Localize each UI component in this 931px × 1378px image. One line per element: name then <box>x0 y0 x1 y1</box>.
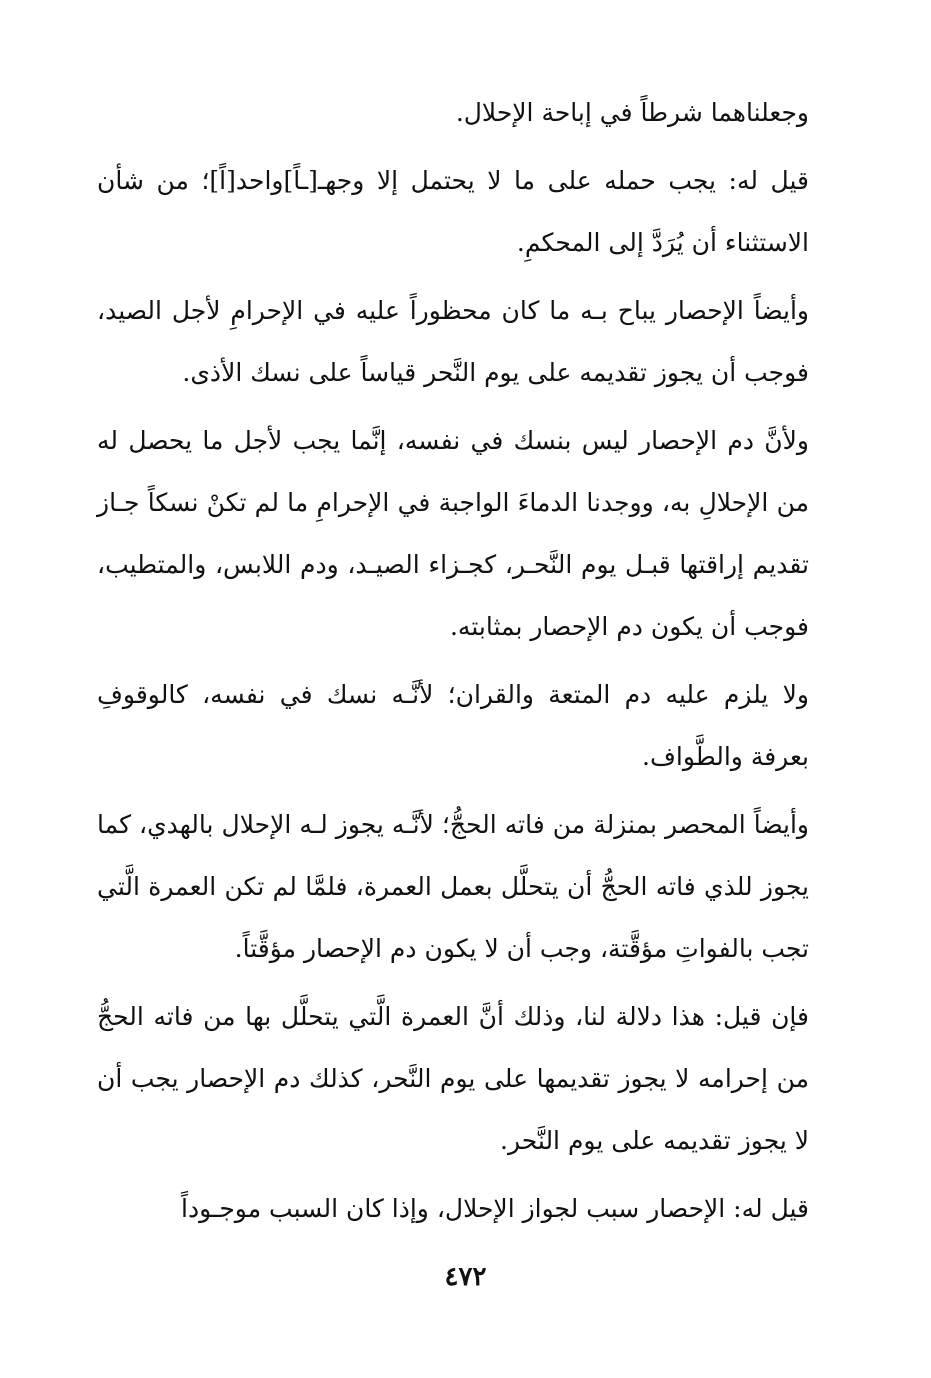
page-number: ٤٧٢ <box>444 1262 487 1292</box>
paragraph-6: وأيضاً المحصر بمنزلة من فاته الحجُّ؛ لأنَّـه يجوز لـه الإحلال بالهدي، كما يجوز للذي فاته الحجُّ أن يتحلَّل بعمل العمرة، فلمَّا لم تكن العمرة الَّتي تجب بالفواتِ مؤقَّتة، وجب أن لا يكون دم الإحصار مؤقَّتاً. <box>97 810 809 963</box>
page-body <box>97 82 809 1246</box>
paragraph-8: قيل له: الإحصار سبب لجواز الإحلال، وإذا كان السبب موجـوداً <box>181 1194 809 1223</box>
paragraph-5: ولا يلزم عليه دم المتعة والقران؛ لأنَّـه نسك في نفسه، كالوقوفِ بعرفة والطَّواف. <box>97 680 809 771</box>
paragraph-1: وجعلناهما شرطاً في إباحة الإحلال. <box>455 98 809 127</box>
paragraph-2: قيل له: يجب حمله على ما لا يحتمل إلا وجهـ[ـاً]واحد[اً]؛ من شأن الاستثناء أن يُرَدَّ إلى المحكمِ. <box>97 166 809 257</box>
paragraph-4: ولأنَّ دم الإحصار ليس بنسك في نفسه، إنَّما يجب لأجل ما يحصل له من الإحلالِ به، ووجدنا الدماءَ الواجبة في الإحرامِ ما لم تكنْ نسكاً جـاز تقديم إراقتها قبـل يوم النَّحـر، كجـزاء الصيـد، ودم اللابس، والمتطيب، فوجب أن يكون دم الإحصار بمثابته. <box>97 426 809 641</box>
paragraph-7: فإن قيل: هذا دلالة لنا، وذلك أنَّ العمرة الَّتي يتحلَّل بها من فاته الحجُّ من إحرامه لا يجوز تقديمها على يوم النَّحر، كذلك دم الإحصار يجب أن لا يجوز تقديمه على يوم النَّحر. <box>97 1002 809 1155</box>
paragraph-3: وأيضاً الإحصار يباح بـه ما كان محظوراً عليه في الإحرامِ لأجل الصيد، فوجب أن يجوز تقديمه على يوم النَّحر قياساً على نسك الأذى. <box>97 296 809 387</box>
